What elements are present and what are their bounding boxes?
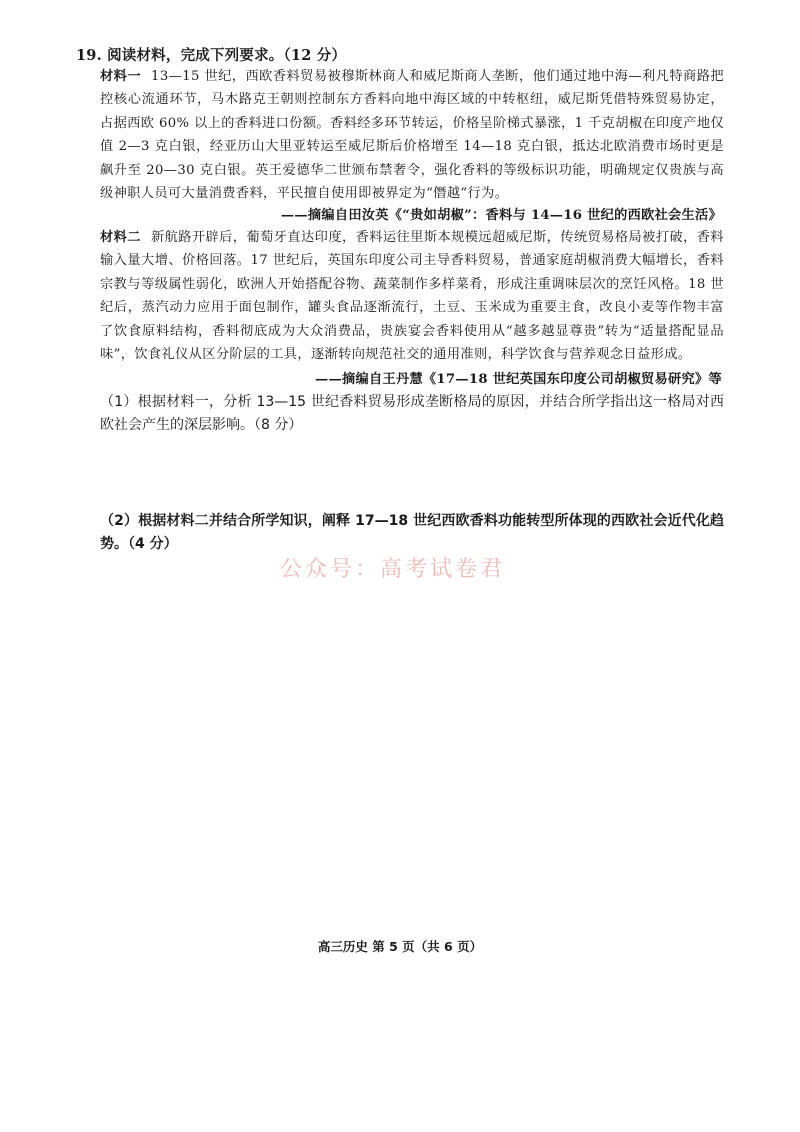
material-one-source: ——摘编自田汝英《“贵如胡椒”：香料与 14—16 世纪的西欧社会生活》 [280,208,722,223]
watermark: 公众号：高考试卷君 [280,557,506,582]
page-footer: 高三历史 第 5 页（共 6 页） [317,939,483,954]
material-two-source: ——摘编自王丹慧《17—18 世纪英国东印度公司胡椒贸易研究》等 [315,372,722,387]
sub-question-1: （1）根据材料一，分析 13—15 世纪香料贸易形成垄断格局的原因，并结合所学指出这一格局对西欧社会产生的深层影响。（8 分） [100,394,724,433]
material-one-text: 13—15 世纪，西欧香料贸易被穆斯林商人和威尼斯商人垄断，他们通过地中海—利凡特商路把控核心流通环节，马木路克王朝则控制东方香料向地中海区域的中转枢纽，威尼斯凭借特殊贸易协定，占据西欧 60% 以上的香料进口份额。香料经多环节转运，价格呈阶梯式暴涨，1 千克胡椒在印度产地仅值 2—3 克白银，经亚历山大里亚转运至威尼斯后价格增至 14—18 克白银，抵达北欧消费市场时更是飙升至 20—30 克白银。英王爱德华二世颁布禁奢令，强化香料的等级标识功能，明确规定仅贵族与高级神职人员可大量消费香料，平民擅自使用即被界定为“僭越”行为。 [100,69,724,202]
material-two-label: 材料二 [100,230,141,245]
sub-question-2: （2）根据材料二并结合所学知识，阐释 17—18 世纪西欧香料功能转型所体现的西欧社会近代化趋势。（4 分） [100,513,724,552]
material-two-text: 新航路开辟后，葡萄牙直达印度，香料运往里斯本规模远超威尼斯，传统贸易格局被打破，香料输入量大增、价格回落。17 世纪后，英国东印度公司主导香料贸易，普通家庭胡椒消费大幅增长，香料宗教与等级属性弱化，欧洲人开始搭配谷物、蔬菜制作多样菜肴，形成注重调味层次的烹饪风格。18 世纪后，蒸汽动力应用于面包制作，罐头食品逐渐流行，土豆、玉米成为重要主食，改良小麦等作物丰富了饮食原料结构，香料彻底成为大众消费品，贵族宴会香料使用从“越多越显尊贵”转为“适量搭配显品味”，饮食礼仪从区分阶层的工具，逐渐转向规范社交的通用准则，科学饮食与营养观念日益形成。 [100,230,724,363]
material-one-label: 材料一 [100,69,142,84]
question-title: 19. 阅读材料，完成下列要求。（12 分） [76,47,347,64]
material-one [100,65,724,205]
material-two [100,226,724,366]
